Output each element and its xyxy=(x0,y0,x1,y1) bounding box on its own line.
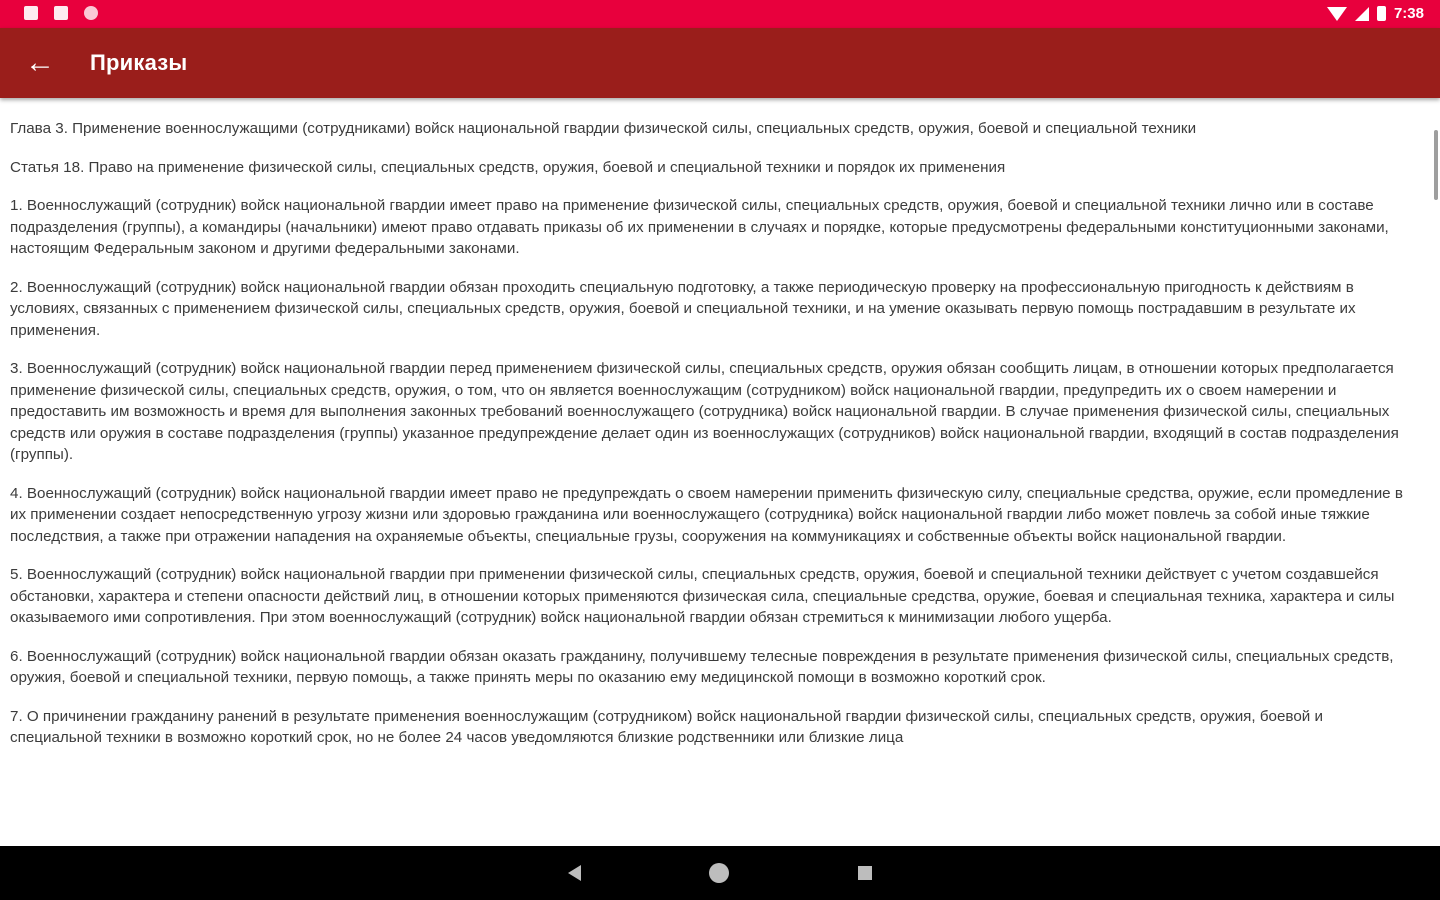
status-system-icons xyxy=(1327,5,1424,22)
circle-icon xyxy=(84,6,98,20)
paragraph-4: 4. Военнослужащий (сотрудник) войск национальной гвардии имеет право не предупреждать о своем намерении применить физическую силу, специальные средства, оружие, если промедление в их применении создает непосредственную угрозу жизни или здоровью гражданина или военнослужащего (сотрудника) войск национальной гвардии либо может повлечь за собой иные тяжкие последствия, а также при отражении нападения на охраняемые объекты, специальные грузы, сооружения на коммуникациях и собственные объекты войск национальной гвардии. xyxy=(10,484,1403,545)
navigation-bar xyxy=(0,846,1440,900)
document-scroll-view[interactable] xyxy=(0,98,1440,846)
clipboard-icon xyxy=(54,6,68,20)
app-bar xyxy=(0,28,1440,98)
status-bar xyxy=(0,0,1440,28)
paragraph-7: 7. О причинении гражданину ранений в результате применения военнослужащим (сотрудником) войск национальной гвардии физической силы, специальных средств, оружия, боевой и специальной техники в возможно короткий срок, но не более 24 часов уведомляются близкие родственники или близкие лица xyxy=(10,707,1323,746)
chapter-heading: Глава 3. Применение военнослужащими (сотрудниками) войск национальной гвардии физической силы, специальных средств, оружия, боевой и специальной техники xyxy=(10,120,1197,137)
paragraph-3: 3. Военнослужащий (сотрудник) войск национальной гвардии перед применением физической силы, специальных средств, оружия обязан сообщить лицам, в отношении которых предполагается применение физической силы, специальных средств, оружия, о том, что он является военнослужащим (сотрудником) войск национальной гвардии, предупредить их о своем намерении и предоставить им возможность и время для выполнения законных требований военнослужащего (сотрудника) войск национальной гвардии. В случае применения физической силы, специальных средств или оружия в составе подразделения (группы) указанное предупреждение делает один из военнослужащих (сотрудников) войск национальной гвардии, входящий в состав подразделения (группы). xyxy=(10,360,1399,463)
paragraph-1: 1. Военнослужащий (сотрудник) войск национальной гвардии имеет право на применение физической силы, специальных средств, оружия, боевой и специальной техники лично или в составе подразделения (группы), а командиры (начальники) имеют право отдавать приказы об их применении в случаях и порядке, которые предусмотрены федеральными конституционными законами, настоящим Федеральным законом и другими федеральными законами. xyxy=(10,197,1389,257)
scrollbar-thumb[interactable] xyxy=(1434,130,1438,200)
page-title: Приказы xyxy=(90,50,188,75)
signal-icon xyxy=(1355,7,1369,21)
wifi-icon xyxy=(1327,7,1347,21)
document-text xyxy=(0,98,1440,749)
status-notification-icons xyxy=(24,6,98,20)
paragraph-2: 2. Военнослужащий (сотрудник) войск национальной гвардии обязан проходить специальную подготовку, а также периодическую проверку на профессиональную пригодность к действиям в условиях, связанных с применением физической силы, специальных средств, оружия, боевой и специальной техники, и на умение оказывать первую помощь пострадавшим в результате их применения. xyxy=(10,278,1356,339)
paragraph-6: 6. Военнослужащий (сотрудник) войск национальной гвардии обязан оказать гражданину, получившему телесные повреждения в результате применения физической силы, специальных средств, оружия, боевой и специальной техники, первую помощь, а также принять меры по оказанию ему медицинской помощи в возможно короткий срок. xyxy=(10,647,1394,686)
nav-back-icon[interactable] xyxy=(568,865,581,881)
paragraph-5: 5. Военнослужащий (сотрудник) войск национальной гвардии при применении физической силы, специальных средств, оружия, боевой и специальной техники действует с учетом создавшейся обстановки, характера и степени опасности действий лиц, в отношении которых применяются физическая сила, специальные средства, оружие, боевая и специальная техника, характера и силы оказываемого ими сопротивления. При этом военнослужащий (сотрудник) войск национальной гвардии обязан стремиться к минимизации любого ущерба. xyxy=(10,566,1395,626)
article-heading: Статья 18. Право на применение физической силы, специальных средств, оружия, боевой и специальной техники и порядок их применения xyxy=(10,158,1006,176)
status-time: 7:38 xyxy=(1393,5,1424,22)
nav-home-icon[interactable] xyxy=(709,863,729,883)
battery-icon xyxy=(1377,6,1386,21)
back-button[interactable] xyxy=(16,39,64,87)
nav-recents-icon[interactable] xyxy=(858,866,872,880)
arrow-left-icon: ← xyxy=(25,46,55,79)
notification-icon xyxy=(24,6,38,20)
